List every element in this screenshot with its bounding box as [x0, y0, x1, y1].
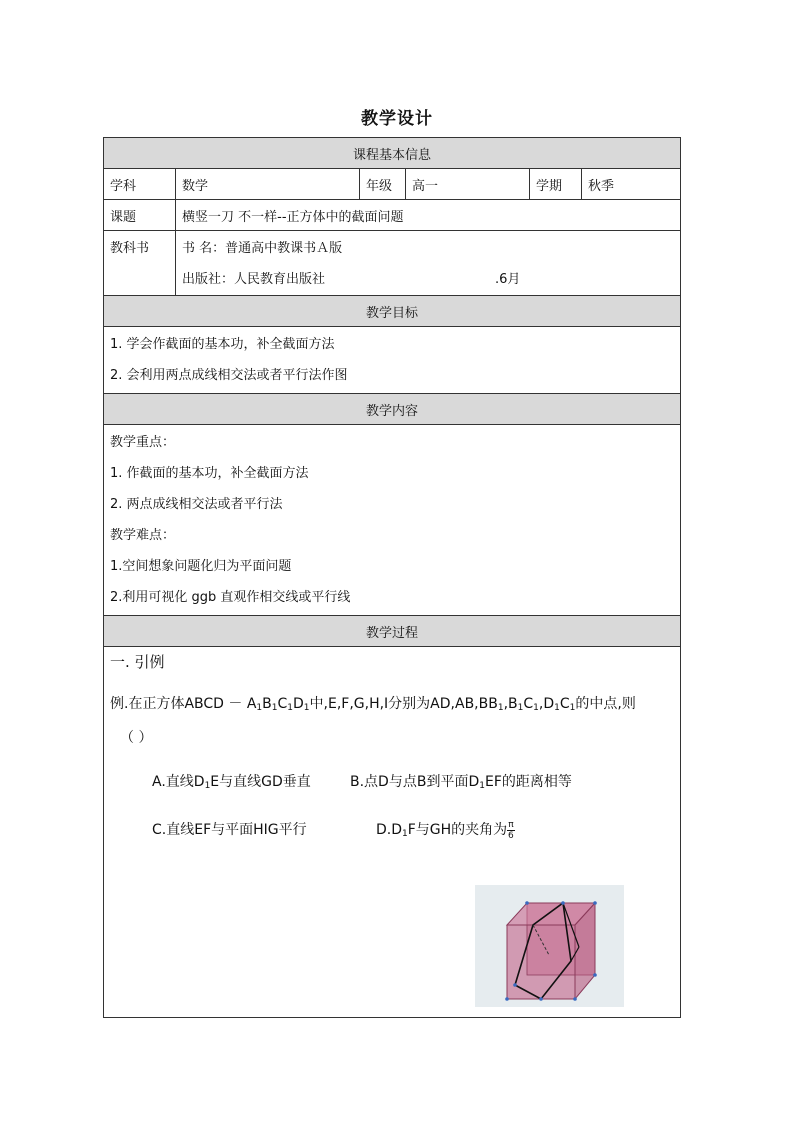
- option-c: C.直线EF与平面HIG平行: [152, 822, 307, 838]
- key-item: 1. 作截面的基本功，补全截面方法: [110, 466, 309, 481]
- subject-label: 学科: [104, 169, 176, 200]
- content-header: 教学内容: [104, 394, 681, 425]
- difficulty-label: 教学难点：: [110, 528, 176, 543]
- option-a: A.直线$D_1E$与直线GD垂直: [152, 774, 311, 791]
- grade-label: 年级: [360, 169, 406, 200]
- publish-date: .6月: [495, 272, 521, 287]
- topic-value: 横竖一刀 不一样--正方体中的截面问题: [176, 200, 681, 231]
- document-title: 教学设计: [361, 109, 433, 129]
- process-body: [104, 647, 680, 1017]
- example-question: 例.在正方体ABCD － $A_1B_1C_1D_1$中,E,F,G,H,I分别为$AD,AB,BB_1,B_1C_1,D_1C_1$的中点,则: [110, 696, 636, 713]
- basic-info-header: 课程基本信息: [104, 138, 681, 169]
- goals-header: 教学目标: [104, 296, 681, 327]
- term-value: 秋季: [582, 169, 681, 200]
- textbook-name: 书 名：普通高中教课书Ａ版: [182, 241, 343, 256]
- section-title: 一. 引例: [110, 653, 165, 671]
- answer-paren: （ ）: [120, 730, 153, 746]
- pi-over-six-fraction: $\frac{\pi}{6}$: [508, 819, 514, 841]
- topic-label: 课题: [104, 200, 176, 231]
- process-header: 教学过程: [104, 616, 681, 647]
- goal-item: 1. 学会作截面的基本功，补全截面方法: [110, 337, 335, 352]
- lesson-table: [103, 137, 681, 1018]
- key-item: 2. 两点成线相交法或者平行法: [110, 497, 283, 512]
- cube-diagram: [475, 885, 624, 1007]
- option-d: $D.D_1F$与GH的夹角为 $\frac{\pi}{6}$: [376, 819, 514, 841]
- textbook-label: 教科书: [104, 231, 176, 296]
- goal-item: 2. 会利用两点成线相交法或者平行法作图: [110, 368, 348, 383]
- term-label: 学期: [530, 169, 582, 200]
- key-label: 教学重点：: [110, 435, 176, 450]
- difficulty-item: 1.空间想象问题化归为平面问题: [110, 559, 292, 574]
- subject-value: 数学: [176, 169, 360, 200]
- publisher: 出版社：人民教育出版社: [182, 272, 326, 287]
- cube-section-figure: [475, 885, 624, 1007]
- difficulty-item: 2.利用可视化 ggb 直观作相交线或平行线: [110, 590, 351, 605]
- publisher-line: [182, 264, 674, 295]
- option-b: B.点D与点B到平面$D_1EF$的距离相等: [350, 774, 572, 791]
- grade-value: 高一: [406, 169, 530, 200]
